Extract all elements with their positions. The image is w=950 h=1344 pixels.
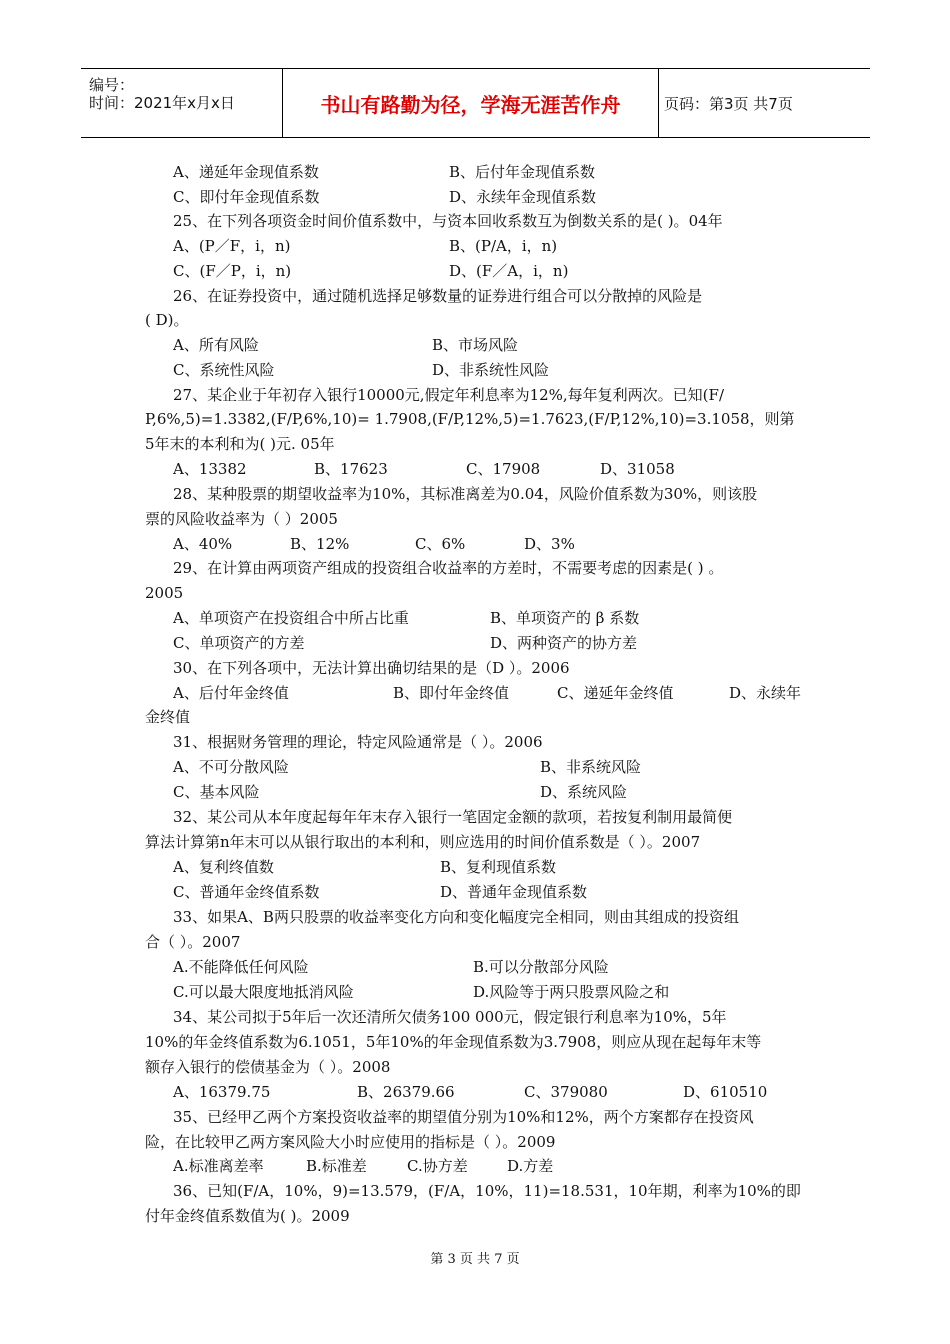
text-line: A、(P／F，i，n) <box>173 237 291 255</box>
text-line: B、单项资产的 β 系数 <box>490 609 640 627</box>
text-line: 32、某公司从本年度起每年年末存入银行一笔固定金额的款项，若按复利制用最简便 <box>173 808 733 826</box>
header-motto: 书山有路勤为径，学海无涯苦作舟 <box>320 92 621 117</box>
text-line: B、复利现值系数 <box>440 858 557 876</box>
text-line: B、后付年金现值系数 <box>449 163 596 181</box>
text-line: B.可以分散部分风险 <box>473 958 609 976</box>
text-line: D、两种资产的协方差 <box>490 634 638 652</box>
text-line: C、系统性风险 <box>173 361 275 379</box>
text-line: 28、某种股票的期望收益率为10%，其标准离差为0.04，风险价值系数为30%，则该股 <box>173 485 758 503</box>
text-line: 合（ ）。2007 <box>145 933 241 951</box>
text-line: 27、某企业于年初存入银行10000元,假定年利息率为12%,每年复利两次。已知(F/ <box>173 386 724 404</box>
text-line: B、17623 <box>314 460 388 478</box>
text-line: P,6%,5)=1.3382,(F/P,6%,10)= 1.7908,(F/P,12%,5)=1.7623,(F/P,12%,10)=3.1058，则第 <box>145 410 795 428</box>
text-line: 算法计算第n年末可以从银行取出的本利和，则应选用的时间价值系数是（ ）。2007 <box>145 833 701 851</box>
text-line: C、递延年金终值 <box>557 684 674 702</box>
text-line: A、不可分散风险 <box>173 758 289 776</box>
text-line: 31、根据财务管理的理论，特定风险通常是（ ）。2006 <box>173 733 543 751</box>
page-header <box>81 68 870 138</box>
text-line: C、单项资产的方差 <box>173 634 305 652</box>
text-line: 33、如果A、B两只股票的收益率变化方向和变化幅度完全相同，则由其组成的投资组 <box>173 908 739 926</box>
text-line: D、普通年金现值系数 <box>440 883 588 901</box>
text-line: A、后付年金终值 <box>173 684 289 702</box>
text-line: ( D)。 <box>145 311 189 329</box>
text-line: D、系统风险 <box>540 783 628 801</box>
text-line: C、基本风险 <box>173 783 260 801</box>
text-line: C.可以最大限度地抵消风险 <box>173 983 354 1001</box>
text-line: 5年末的本利和为( )元. 05年 <box>145 435 335 453</box>
text-line: D、(F／A，i，n) <box>449 262 569 280</box>
text-line: 付年金终值系数值为( )。2009 <box>145 1207 350 1225</box>
text-line: 金终值 <box>145 708 191 726</box>
text-line: B、26379.66 <box>357 1083 455 1101</box>
document-number-label: 编号： <box>89 76 135 94</box>
text-line: A、16379.75 <box>173 1083 271 1101</box>
text-line: D、31058 <box>600 460 675 478</box>
document-time-label: 时间：2021年x月x日 <box>89 94 235 112</box>
text-line: 险，在比较甲乙两方案风险大小时应使用的指标是（ ）。2009 <box>145 1133 556 1151</box>
text-line: D、610510 <box>683 1083 768 1101</box>
text-line: B.标准差 <box>306 1157 367 1175</box>
text-line: B、非系统风险 <box>540 758 642 776</box>
header-page-label: 页码：第3页 共7页 <box>664 94 793 113</box>
text-line: C、17908 <box>466 460 541 478</box>
page-footer: 第 3 页 共 7 页 <box>430 1252 520 1267</box>
text-line: D、非系统性风险 <box>432 361 550 379</box>
text-line: A、复利终值数 <box>173 858 274 876</box>
text-line: A、13382 <box>173 460 247 478</box>
text-line: 25、在下列各项资金时间价值系数中，与资本回收系数互为倒数关系的是( )。04年 <box>173 212 723 230</box>
text-line: D、3% <box>524 535 575 553</box>
header-meta-cell <box>81 69 282 137</box>
text-line: B、12% <box>290 535 350 553</box>
text-line: A、递延年金现值系数 <box>173 163 319 181</box>
text-line: D.方差 <box>507 1157 554 1175</box>
text-line: C、(F／P，i，n) <box>173 262 292 280</box>
text-line: A.不能降低任何风险 <box>173 958 309 976</box>
text-line: 10%的年金终值系数为6.1051，5年10%的年金现值系数为3.7908，则应从现在起每年末等 <box>145 1033 762 1051</box>
text-line: 36、已知(F/A，10%，9)=13.579，(F/A，10%，11)=18.531，10年期，利率为10%的即 <box>173 1182 801 1200</box>
text-line: A、40% <box>173 535 233 553</box>
header-divider <box>658 69 659 137</box>
text-line: A、所有风险 <box>173 336 259 354</box>
text-line: 29、在计算由两项资产组成的投资组合收益率的方差时，不需要考虑的因素是( ) 。 <box>173 559 724 577</box>
text-line: B、(P/A，i，n) <box>449 237 558 255</box>
text-line: C、379080 <box>524 1083 608 1101</box>
text-line: D、永续年 <box>729 684 802 702</box>
text-line: 34、某公司拟于5年后一次还清所欠债务100 000元，假定银行利息率为10%，5年 <box>173 1008 727 1026</box>
text-line: 35、已经甲乙两个方案投资收益率的期望值分别为10%和12%，两个方案都存在投资风 <box>173 1108 754 1126</box>
text-line: A.标准离差率 <box>173 1157 264 1175</box>
text-line: C、6% <box>415 535 466 553</box>
text-line: 额存入银行的偿债基金为（ ）。2008 <box>145 1058 391 1076</box>
text-line: D.风险等于两只股票风险之和 <box>473 983 670 1001</box>
text-line: 30、在下列各项中，无法计算出确切结果的是（D ）。2006 <box>173 659 570 677</box>
text-line: C.协方差 <box>407 1157 468 1175</box>
text-line: 票的风险收益率为（ ）2005 <box>145 510 338 528</box>
text-line: 2005 <box>145 584 184 602</box>
text-line: C、即付年金现值系数 <box>173 188 320 206</box>
text-line: B、即付年金终值 <box>393 684 510 702</box>
text-line: B、市场风险 <box>432 336 519 354</box>
text-line: D、永续年金现值系数 <box>449 188 597 206</box>
text-line: A、单项资产在投资组合中所占比重 <box>173 609 409 627</box>
text-line: C、普通年金终值系数 <box>173 883 320 901</box>
text-line: 26、在证券投资中，通过随机选择足够数量的证券进行组合可以分散掉的风险是 <box>173 287 703 305</box>
